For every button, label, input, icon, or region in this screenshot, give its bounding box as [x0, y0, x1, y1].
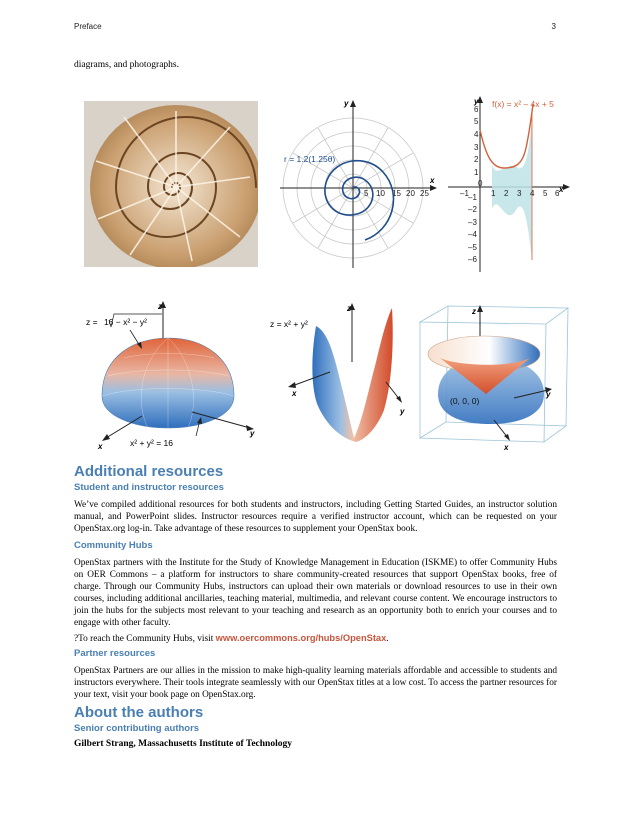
heading-about-authors: About the authors — [74, 704, 204, 721]
cubic-y-tick: 4 — [474, 130, 479, 139]
cubic-x-tick: 0 — [478, 179, 483, 188]
cubic-y-tick: 3 — [474, 143, 479, 152]
cubic-graph-figure — [446, 96, 571, 274]
cubic-y-tick: –5 — [468, 243, 477, 252]
polar-axis-x: x — [430, 176, 435, 185]
page-number: 3 — [551, 22, 556, 31]
cubic-x-tick: 6 — [555, 189, 560, 198]
cubic-y-tick: 6 — [474, 105, 479, 114]
hemisphere-figure — [82, 300, 262, 452]
polar-tick: 20 — [406, 189, 415, 198]
community-hubs-link[interactable]: www.oercommons.org/hubs/OpenStax — [215, 633, 387, 643]
cubic-y-tick: 5 — [474, 117, 479, 126]
cone-figure — [418, 302, 574, 452]
paragraph-community-hubs: OpenStax partners with the Institute for the Study of Knowledge Management in Education (ISKME) to offer Community Hubs on OER Commons – a platform for instructors to share community-created resources that support OpenStax books, free of charge. Through our Community Hubs, instructors can upload their own materials or download resources to use in their own courses, including additional ancillaries, teaching material, multimedia, and relevant course content. We encourage instructors to join the hubs for the subjects most relevant to your teaching and research as an opportunity both to enrich your courses and to engage with other faculty. — [74, 558, 557, 629]
polar-tick: 15 — [392, 189, 401, 198]
heading-community-hubs: Community Hubs — [74, 540, 153, 551]
hemisphere-base-label: x² + y² = 16 — [130, 438, 173, 448]
saddle-axis-y: y — [400, 407, 405, 416]
polar-tick: 25 — [420, 189, 429, 198]
cubic-x-tick: 2 — [504, 189, 509, 198]
cubic-y-tick: 1 — [474, 168, 479, 177]
author-name: Gilbert Strang, Massachusetts Institute of Technology — [74, 739, 292, 749]
paragraph-community-link: ?To reach the Community Hubs, visit www.oercommons.org/hubs/OpenStax. — [74, 633, 389, 644]
polar-equation: r = 1.2(1.25θ) — [284, 154, 336, 164]
cubic-axis-x: x — [559, 185, 564, 194]
cubic-shaded-region — [492, 113, 532, 260]
cone-point-label: (0, 0, 0) — [450, 396, 480, 406]
cubic-y-tick: –4 — [468, 230, 477, 239]
saddle-axis-z: z — [347, 304, 351, 313]
paragraph-student-instructor: We’ve compiled additional resources for both students and instructors, including Getting Started Guides, an instructor solution manual, and PowerPoint slides. Instructor resources require a verified instructor account, which can be requested on your OpenStax.org log-in. Take advantage of these resources to supplement your OpenStax book. — [74, 500, 557, 535]
cone-axis-z: z — [472, 307, 476, 316]
saddle-equation: z = x² + y² — [270, 319, 308, 329]
cubic-y-tick: –6 — [468, 255, 477, 264]
heading-additional-resources: Additional resources — [74, 463, 224, 480]
cubic-x-tick: 4 — [530, 189, 535, 198]
polar-tick: 5 — [364, 189, 369, 198]
polar-spiral-figure — [278, 96, 438, 272]
heading-partner-resources: Partner resources — [74, 648, 156, 659]
cubic-curve-upper — [480, 104, 533, 168]
hemisphere-axis-z: z — [158, 302, 162, 311]
cubic-y-tick: –2 — [468, 205, 477, 214]
header-section: Preface — [74, 22, 102, 31]
saddle-figure — [268, 302, 416, 442]
polar-tick: 10 — [376, 189, 385, 198]
saddle-surface — [312, 308, 392, 442]
cubic-x-tick: 1 — [491, 189, 496, 198]
cubic-y-tick: –1 — [468, 193, 477, 202]
cubic-equation: f(x) = x² – 4x + 5 — [492, 99, 554, 109]
hemisphere-axis-y: y — [250, 429, 255, 438]
cubic-y-tick: –3 — [468, 218, 477, 227]
hemisphere-equation: z = 16 − x² − y² — [86, 317, 147, 327]
saddle-axis-x: x — [292, 389, 297, 398]
cone-axis-x: x — [504, 443, 509, 452]
page-header — [74, 22, 556, 31]
cubic-x-tick: –1 — [460, 189, 469, 198]
lead-text: diagrams, and photographs. — [74, 60, 180, 70]
cubic-y-tick: 2 — [474, 155, 479, 164]
nautilus-photo — [84, 101, 258, 267]
heading-senior-authors: Senior contributing authors — [74, 723, 200, 734]
cone-axis-y: y — [546, 390, 551, 399]
polar-axis-y: y — [344, 99, 349, 108]
cubic-x-tick: 5 — [543, 189, 548, 198]
paragraph-partner-resources: OpenStax Partners are our allies in the mission to make high-quality learning materials affordable and accessible to students and instructors everywhere. Their tools integrate seamlessly with our OpenStax titles at a low cost. To access the partner resources for your text, visit your book page on OpenStax.org. — [74, 666, 557, 701]
cubic-axis-y: y — [474, 97, 479, 106]
heading-student-instructor: Student and instructor resources — [74, 482, 224, 493]
cubic-x-tick: 3 — [517, 189, 522, 198]
hemisphere-axis-x: x — [98, 442, 103, 451]
